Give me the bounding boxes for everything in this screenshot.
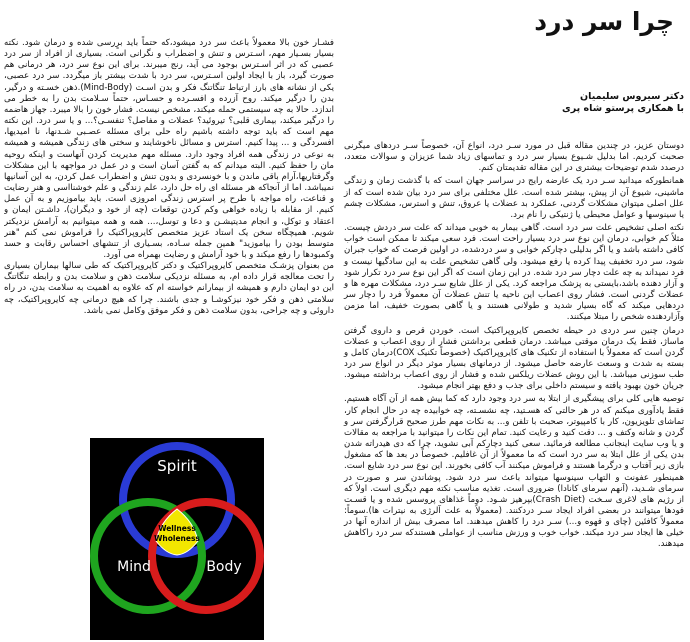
left-column (4, 0, 334, 436)
paragraph: نکته اصلی تشخیص علت سر درد است. گاهی بیمار به خوبی میداند که علت سر دردش چیست. مثلاً کم خوابی، درمان این نوع سر درد بسیار راحت است. فرد سعی میکند تا ممکن است خواب کافی داشته باشد و یا اگر بدلیلی دچارکم خوابی و سر دردشده، در اولین فرصت که خواب جبران شود، سر درد تخفیف پیدا کرده یا رفع میشود. ولی گاهی تشخیص علت به این سادگیها نیست و فرد نمیداند به چه علت دچار سر درد شده. در این زمان است که اگر این نوع سر درد تکرار شود و آزار دهنده باشد،بایستی به پزشک مراجعه کرد. یکی از علل شایع سـر درد، مشکلات مهره ها و عضلات گردنی است. فشار روی اعصاب این ناحیه یا تنش عضلات آن معمولاً فرد را دچار سر دردهایی میکند که گاه بسیار شدید و طولانی هستند و یا گاهی بصورت خفیف، اما مزمن وآزاردهنده شخص را مبتلا میکنند. (344, 223, 684, 323)
author-block (344, 91, 684, 115)
spirit-label: Spirit (157, 457, 197, 475)
mind-label: Mind (117, 559, 151, 575)
wholeness-label: Wholeness (154, 534, 200, 543)
paragraph: فشـار خون بالا معمولاً باعث سر درد میشود،که حتماً باید برٍرسی شده و درمان شود. نکته بسیار بسـیار مهم، اسـترس و تنش و اضطراب و نگرانی است. بسیاری از افراد از سر درد عصبی که در اثر اسـترس بوجود می آید، رنج میبرند. برای این نوع سر درد، هر درمانی هم صورت گیرد، باز با ایجاد اولین اسـترس، سر درد با شدت بیشتر باز میگردد. سر درد عصبی، یکی از نشانه های بارز ارتباط تنگاتنگ فکر و بدن اسـت (Mind-Body).ذهن خسـته و درگیر، بدن را درگیر میکند. روح آزرده و افسـرده و حسـاس، حتماً سـلامت بدن را به خطر می اندازد. حالا به چه سیستمی حمله میکند، مشخص نیست. فشار خون را بالا میبرد. جهاز هاضمه را درگیر میکند، بیماری قلبی؟ تیروئید؟ عضلات و مفاصل؟ تنفسـی؟... و یا سر درد. این نکته مهم است که باید توجه داشته باشیم راه حلی برای مسئله عصـبی شـدنها، نا امیدیها، افسردگی و ... پیدا کنیم. استرس و مسائل ناخوشایند و سختی های زندگی همیشه و همیشه به نوعی در زندگی همه افراد وجود دارد. مسئله مهم مدیریت کردن آنهاست و اینکه روحیه مان را حفظ کنیم. البته میدانم که به گفتن آسان است و در عمل در مواجهه با این مشکلات وگرفتاریها،آرام باقی ماندن و با خونسردی و بدون تنش و اضطراب عمل کردن، به این آسانیها نمیباشد. اما از آنجاکه هر مسئله ای راه حل دارد، علم زندگی و علم خوشنااسی و هنر رضایت و قناعت، راه مواجه با طرح پر استرس زندگی امروزی است. باید بیاموزیم و به آن عمل کنیم. از مقابله با زیاده خواهی وکم کردن توقعات (چه از خود و دیگران)، داشـتن ایمان و اعتقاد و توکل، و انجام مدیتیشـن و دعا و توسل،... همه و همه میتوانیم به آرامش نزدیکتر شویم. همیچگاه سخن یک استاد عزیز متخصص کایروپراکتیک را فراموش نمی کنم "هنر متوسط بودن را بیاموزید" همین جمله سـاده، بسـیاری از تنشهای احساس رقابت و حسد وکمبودها را رفع میکند و با خود آرامش و رضایت بهمراه می آورد. (4, 38, 334, 260)
paragraph: دوستان عزیز، در چندین مقاله قبل در مورد سـر درد، انواع آن، خصوصاً سـر دردهای میگرنی صحبت کردیم. اما بدلیل شـیوع بسیار سر درد و تماسهای زیاد شما عزیزان و سوالات متعدد، درصدد شدم توضیحات بیشتری در این مقاله تقدیمتان کنم. (344, 141, 684, 174)
paragraph: درمان چنین سر دردی در حیطه تخصص کایروپراکتیک است. خوردن قرص و داروی گرفتن ماساژ، فقط یک درمان موقتی میباشد. درمان قطعی برداشتن فشار از روی اعصاب و عضلات گردن است که معمولاً با استفاده از تکنیک های کایروپراکتیک (خصوصاً تکنیک COX)درمان کامل و بسته به شدت و وسعت عارضه حاصل میشود. از درمانهای بسیار موثر دیگر در انواع سر درد طب سوزنی میباشد. با این روش عضلات ریلکس شده و فشار از روی اعصاب برداشته میشود. جریان خون بهبود یافته و سیستم داخلی برای جذب و دفع بهتر انجام میشود. (344, 325, 684, 392)
right-column-body (344, 141, 684, 551)
left-column-body (4, 38, 334, 317)
coauthor-name: با همکاری پرستو شاه پری (562, 103, 684, 114)
paragraph: همانطورکه میدانید سـر درد یک عارضه رایج در سراسر جهان است که با گذشت زمان و زندگی ماشینی، شیوع آن از پیش، بیشتر شده است. علل مختلفی برای سر درد بیان شده است که از علل اصلی میتوان مشکلات گردنی، عملکرد بد عضلات یا عروق، تنش و استرس، مشکلات چشم یا سینوسها و عوامل محیطی یا ژنتیکی را نام برد. (344, 176, 684, 220)
body-label: Body (206, 559, 242, 575)
author-name: دکتر سیروس سلیمیان (580, 91, 684, 102)
mind-body-spirit-diagram (90, 438, 264, 640)
paragraph: من بعنوان پزشـک متخصص کایروپراکتیک و دکتر کایروپراکتیک که طی سالها بیماران بسیاری را تحت معالجه قرار داده ام، به مسئله نزدیکی سلامت ذهن و سلامت بدن و رابطه تنگاتنگ این دو ایمان دارم و همیشه از بیمارانم خواسته ام که علاوه به اهمیت به سلامت بدن، در راه سلامتی ذهن و فکر خود نیزکوشـا و جدی باشند. چرا که هیچ درمانی چه کایروپراکتیک، چه داروئی و چه جراحی، بدون سلامت ذهن و فکر موفق وکامل نمی باشد. (4, 261, 334, 316)
right-column (344, 0, 684, 642)
paragraph: توصیه هایی کلی برای پیشگیری از ابتلا به سر درد وجود دارد که کما بیش همه از آن آگاه هستیم. فقط یادآوری میکنم که در هر حالتی که هسـتید، چه نشسـته، چه خوابیده چه در حال انجام کار، تماشای تلویزیون، کار با کامپیوتر، صحبت با تلفن و... به نکات مهم طرز صحیح قرارگرفتن سر و گردن و شانه وکتف و ... دقت کنید و رعایت کنید. تمام این نکات را میتوانید با مراجعه به مقالات و یا وب سایت اینجانب مطالعه فرمائید. سعی کنید دچارکم آبی نشوید، چرا که دی هیدراته شدن بدن یکی از علل ابتلا به سر درد است که ما معمولاً از آن غافلیم. خصوصاً در بعد ها که مشغول بازی زیر آفتاب و درگرما هستند و فراموش میکنند آب کافی بخورند. این نوع سر درد شایع است. همینطور عفونت و التهاب سینوسها میتواند باعث سر درد شود. پوشاندن سر و صورت در سرمای شـدید، (آنهم سرمای کانادا) ضروری است. تغذیه مناسب نکته مهم دیگری است. اولاً که از رژیم های لاغری سـخت (Crash Diet)بپرهیز شـود. دوماً غذاهای پروسس شده و یا قسـت فودها میتوانند در بعضی افراد ایجاد سـر دردکنند. (معمولاً به علت آلرژی به نیترات ها).سوماً: معمولاً کافئین (چای و قهوه و...) سـر درد را کاهش میدهند. اما مصرف بیش از اندازه آنها در خیلی ها ایجاد سر درد میکند. خواب خوب و ورزش مناسب از عواملی هستندکه سر درد راکاهش میدهند. (344, 394, 684, 550)
article-title: چرا سر درد (534, 7, 674, 36)
wellness-label: Wellness (158, 524, 196, 533)
